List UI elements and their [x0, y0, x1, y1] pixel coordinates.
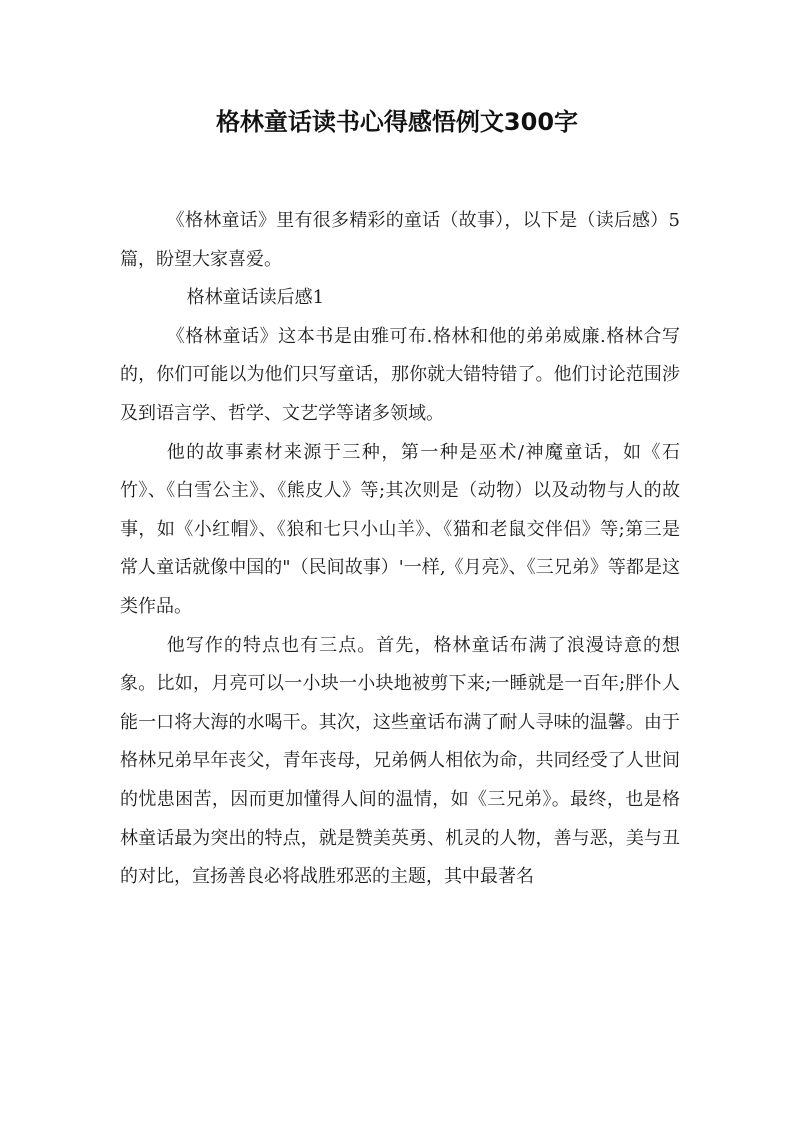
document-body — [120, 202, 680, 897]
intro-paragraph: 《格林童话》里有很多精彩的童话（故事），以下是（读后感）5篇，盼望大家喜爱。 — [120, 210, 680, 270]
section-heading: 格林童话读后感1 — [186, 287, 325, 309]
body-paragraph: 《格林童话》这本书是由雅可布.格林和他的弟弟威廉.格林合写的，你们可能以为他们只写童话，那你就大错特错了。他们讨论范围涉及到语言学、哲学、文艺学等诸多领域。 — [120, 325, 680, 424]
body-paragraph: 他的故事素材来源于三种，第一种是巫术/神魔童话，如《石竹》、《白雪公主》、《熊皮人》等;其次则是（动物）以及动物与人的故事，如《小红帽》、《狼和七只小山羊》、《猫和老鼠交伴侣》等;第三是常人童话就像中国的"（民间故事）'一样,《月亮》、《三兄弟》等都是这类作品。 — [120, 441, 680, 617]
page-title: 格林童话读书心得感悟例文300字 — [215, 108, 579, 136]
body-paragraph: 他写作的特点也有三点。首先，格林童话布满了浪漫诗意的想象。比如，月亮可以一小块一小块地被剪下来;一睡就是一百年;胖仆人能一口将大海的水喝干。其次，这些童话布满了耐人寻味的温馨。由于格林兄弟早年丧父，青年丧母，兄弟俩人相依为命，共同经受了人世间的忧患困苦，因而更加懂得人间的温情，如《三兄弟》。最终，也是格林童话最为突出的特点，就是赞美英勇、机灵的人物，善与恶，美与丑的对比，宣扬善良必将战胜邪恶的主题，其中最著名 — [120, 634, 680, 888]
